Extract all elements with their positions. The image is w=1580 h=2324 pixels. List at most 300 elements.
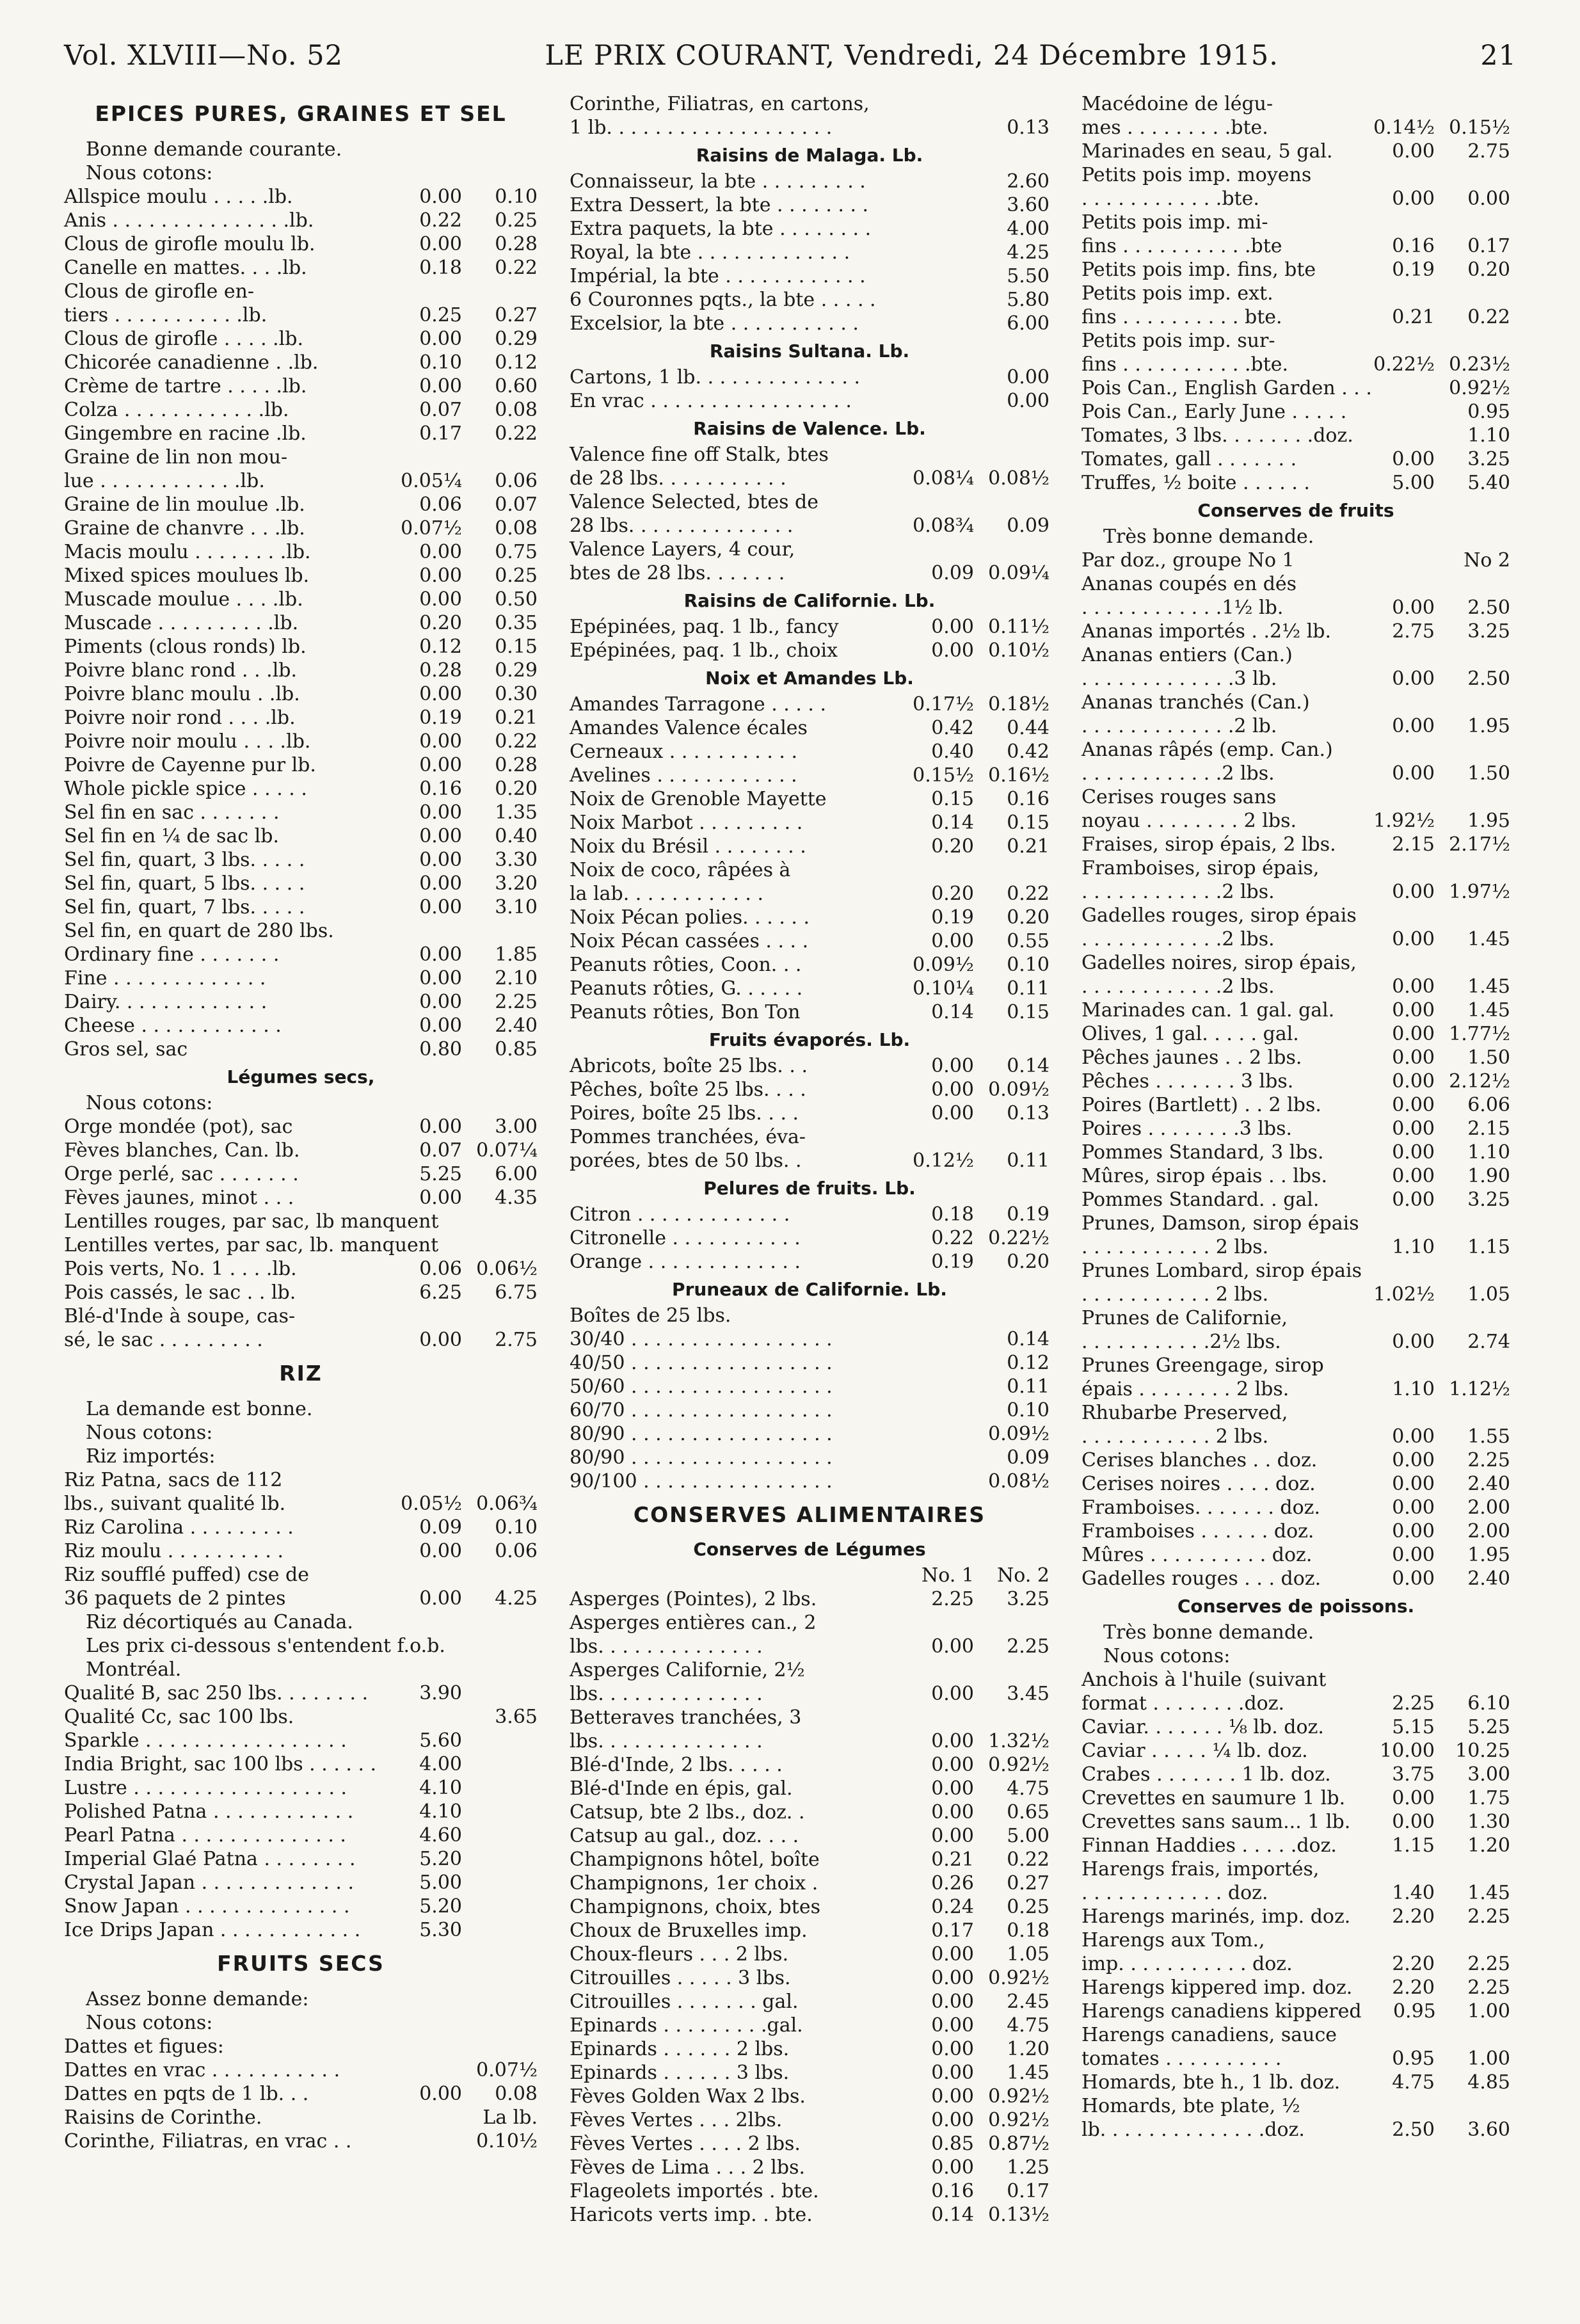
price-low: 0.00 [931,2014,974,2037]
price-high: 1.97½ [1449,881,1510,903]
price-row [570,2179,1049,2203]
price-high: 0.13 [1007,1102,1049,1125]
price-high: La lb. [483,2106,538,2129]
price-low: 0.00 [419,186,462,208]
price-high [1435,1857,1510,1881]
price-low: 0.00 [419,1014,462,1037]
item-label: lb. . . . . . . . . . . . . .doz. [1081,2119,1305,2141]
price-low: 0.80 [419,1038,462,1061]
item-label: . . . . . . . . . . . . .2 lb. [1081,715,1277,737]
price-high: 2.60 [1007,170,1049,193]
price-high: 0.18½ [988,693,1049,716]
item-label: Ananas importés . .2½ lb. [1081,620,1332,643]
price-high: 0.14 [1007,1328,1049,1350]
price-high: 0.92½ [988,1967,1049,1989]
item-label: Poivre blanc rond . . .lb. [64,659,298,682]
price-low [1359,1354,1435,1377]
price-row [64,1918,538,1942]
item-label: Harengs canadiens kippered [1081,2000,1362,2023]
item-label: Gingembre en racine .lb. [64,422,307,445]
price-columns [64,92,1580,2227]
price-high: 3.60 [1007,194,1049,216]
price-low: 0.00 [1392,762,1435,785]
item-label: Gros sel, sac [64,1038,188,1061]
item-label: Canelle en mattes. . . .lb. [64,257,307,279]
price-high: 10.25 [1455,1740,1510,1762]
price-row [1081,572,1510,596]
price-row [1081,2071,1510,2094]
item-label: Par doz., groupe No 1 [1081,549,1295,572]
item-label: Muscade . . . . . . . . . .lb. [64,612,299,634]
price-low: 0.09½ [913,954,974,976]
market-note: Très bonne demande. [1103,1621,1314,1644]
price-high: 2.12½ [1449,1070,1510,1093]
column-1 [64,92,563,2227]
price-high: 1.20 [1467,1834,1510,1857]
price-high: 1.77½ [1449,1023,1510,1045]
item-label: 60/70 . . . . . . . . . . . . . . . . . [570,1399,833,1422]
item-label: . . . . . . . . . . . 2 lbs. [1081,1236,1269,1258]
item-label: fins . . . . . . . . . . .bte. [1081,353,1289,376]
price-row [570,1587,1049,1611]
price-low: 0.00 [931,2062,974,2084]
price-low: 0.00 [931,1825,974,1847]
price-high: 3.45 [1007,1683,1049,1705]
item-label: Mixed spices moulues lb. [64,565,310,587]
price-low: 0.18 [419,257,462,279]
price-low: 4.00 [419,1753,462,1775]
item-label: fins . . . . . . . . . . bte. [1081,306,1282,328]
item-label: Asperges entières can., 2 [570,1612,817,1634]
price-row [64,1014,538,1038]
item-label: Prunes Lombard, sirop épais [1081,1260,1362,1282]
price-row [64,445,538,469]
price-low: 0.00 [419,1329,462,1351]
price-row [1081,1857,1510,1881]
item-label: Polished Patna . . . . . . . . . . . . [64,1800,354,1823]
item-label: Clous de girofle en- [64,280,255,303]
price-high: 3.25 [1467,1189,1510,1211]
price-high [462,1847,538,1871]
price-row [570,1729,1049,1753]
price-high: 0.13½ [988,2204,1049,2226]
price-low: 0.20 [931,883,974,905]
price-row [1081,762,1510,785]
price-high: 2.25 [1467,1953,1510,1975]
price-low [387,280,462,303]
market-note: Bonne demande courante. [86,138,342,161]
price-low [1359,92,1435,116]
item-label: lbs. . . . . . . . . . . . . . [570,1635,763,1658]
item-label: Petits pois imp. mi- [1081,211,1268,234]
price-low [898,1398,974,1422]
market-note: Très bonne demande. [1103,525,1314,548]
price-low: 4.10 [419,1777,462,1799]
item-label: Ananas râpés (emp. Can.) [1081,739,1333,761]
price-row [570,693,1049,716]
item-label: Fèves blanches, Can. lb. [64,1139,300,1162]
item-label: Prunes Greengage, sirop [1081,1354,1324,1377]
price-low: 2.25 [931,1588,974,1610]
price-row [1081,1881,1510,1905]
price-row [64,1847,538,1871]
price-row [64,777,538,801]
item-label: Sel fin en sac . . . . . . . [64,801,280,824]
price-row [570,615,1049,639]
price-row [570,1919,1049,1943]
item-label: Orge mondée (pot), sac [64,1116,293,1138]
item-label: Noix Marbot . . . . . . . . . [570,812,803,834]
price-high: 0.44 [1007,717,1049,739]
price-row [570,1226,1049,1250]
price-row [1081,1543,1510,1567]
price-row [570,92,1049,116]
price-high [1435,1401,1510,1425]
price-low: 0.00 [1392,668,1435,690]
item-label: Marinades can. 1 gal. gal. [1081,999,1335,1022]
price-high: 2.25 [495,991,538,1013]
price-row [1081,1786,1510,1810]
item-label: 28 lbs. . . . . . . . . . . . . . [570,515,794,537]
price-row [1081,1164,1510,1188]
price-high [974,1706,1049,1729]
price-row [1081,1952,1510,1976]
price-low: 0.00 [419,991,462,1013]
price-low: 0.21 [931,1848,974,1871]
price-row [64,1752,538,1776]
price-row [64,1729,538,1752]
item-label: Fine . . . . . . . . . . . . . [64,967,266,990]
price-high: 0.11 [1007,1150,1049,1172]
item-label: Rhubarbe Preserved, [1081,1402,1288,1424]
price-high: 0.21 [495,707,538,729]
price-high: 0.40 [495,825,538,847]
price-row [570,639,1049,662]
price-high: 0.14 [1007,1055,1049,1077]
price-high: 1.45 [1467,999,1510,1022]
price-row [64,682,538,706]
price-high: 2.25 [1007,1635,1049,1658]
price-row [570,1000,1049,1024]
price-low [387,2106,462,2129]
price-row [570,116,1049,140]
item-label: Noix Pécan cassées . . . . [570,930,809,952]
item-label: Muscade moulue . . . .lb. [64,588,303,611]
price-high: 6.10 [1467,1692,1510,1715]
price-high: 0.11 [1007,1375,1049,1398]
price-row [1081,140,1510,163]
price-row [1081,2023,1510,2047]
price-high: 0.25 [495,209,538,232]
price-high: 0.23½ [1449,353,1510,376]
price-row [1081,376,1510,400]
price-high: 0.95 [1467,401,1510,423]
price-high: 1.25 [1007,2156,1049,2179]
price-low: 0.12½ [913,1150,974,1172]
item-label: Pommes Standard. . gal. [1081,1189,1320,1211]
price-row [570,1990,1049,2014]
price-row [64,872,538,895]
price-low: 0.00 [931,1730,974,1752]
price-row [1081,116,1510,140]
price-low: 0.19 [931,906,974,929]
price-low: 10.00 [1380,1740,1435,1762]
item-label: Anchois à l'huile (suivant [1081,1669,1327,1691]
item-label: Pois cassés, le sac . . lb. [64,1281,296,1304]
subsection-heading: Conserves de fruits [1197,500,1394,521]
item-label: Champignons, choix, btes [570,1896,820,1918]
price-low [1359,856,1435,880]
price-low: 0.00 [1392,928,1435,950]
item-label: Noix Pécan polies. . . . . . [570,906,810,929]
price-low [1359,904,1435,927]
price-high: 0.15 [495,636,538,658]
price-high: 2.15 [1467,1118,1510,1140]
section-heading: EPICES PURES, GRAINES ET SEL [95,101,507,126]
price-row [570,217,1049,241]
price-low [898,92,974,116]
price-row [64,517,538,540]
price-low: 0.06 [419,493,462,516]
price-high: 0.12 [1007,1352,1049,1374]
item-label: Qualité Cc, sac 100 lbs. [64,1706,294,1728]
price-row [570,835,1049,858]
item-label: Fèves jaunes, minot . . . [64,1187,294,1209]
price-row [1081,92,1510,116]
item-label: Sel fin, quart, 3 lbs. . . . . [64,849,305,871]
price-low [1359,424,1435,447]
price-high: 0.15 [1007,1001,1049,1023]
price-low [898,1446,974,1470]
subsection-heading: Noix et Amandes Lb. [705,668,914,689]
item-label: India Bright, sac 100 lbs . . . . . . [64,1753,377,1775]
price-row [570,1250,1049,1274]
price-high: 0.09 [1007,515,1049,537]
price-low: 0.40 [931,741,974,763]
subsection-heading: Pruneaux de Californie. Lb. [672,1279,947,1300]
price-low: 0.00 [1392,1544,1435,1566]
price-low [387,1563,462,1587]
price-low: 2.75 [1392,620,1435,643]
price-high: 1.10 [1467,1141,1510,1164]
price-row [64,1539,538,1563]
price-row [1081,1739,1510,1763]
price-low: 5.30 [419,1919,462,1941]
price-row [570,1203,1049,1226]
price-low: 0.00 [931,2156,974,2179]
price-low [1359,282,1435,305]
price-row [64,730,538,753]
item-label: Excelsior, la bte . . . . . . . . . . . [570,312,859,335]
price-row [1081,1212,1510,1235]
price-high: 0.08 [495,2083,538,2105]
price-row [570,1777,1049,1800]
item-label: Riz soufflé puffed) cse de [64,1564,309,1586]
price-row [64,280,538,303]
price-low [898,217,974,241]
price-low: 0.00 [1392,1331,1435,1353]
price-low: 0.00 [931,1635,974,1658]
price-row [1081,1425,1510,1448]
price-row [570,193,1049,217]
price-row [64,469,538,493]
price-high [462,1895,538,1918]
price-low: 0.24 [931,1896,974,1918]
item-label: Abricots, boîte 25 lbs. . . [570,1055,808,1077]
price-row [570,1895,1049,1919]
price-low: 0.00 [419,754,462,776]
item-label: Peanuts rôties, G. . . . . . [570,977,803,1000]
item-label: Pois Can., Early June . . . . . [1081,401,1347,423]
price-row [570,858,1049,882]
price-high [462,1304,538,1328]
price-low: 0.00 [419,825,462,847]
item-label: Petits pois imp. sur- [1081,330,1275,352]
price-row [570,365,1049,389]
price-low: 0.00 [931,1943,974,1966]
price-row [570,170,1049,193]
price-row [570,1304,1049,1327]
price-low: 0.00 [1392,715,1435,737]
item-label: Valence Selected, btes de [570,491,819,513]
price-high: 2.74 [1467,1331,1510,1353]
price-row [1081,1448,1510,1472]
price-row [570,2132,1049,2156]
price-row [1081,785,1510,809]
price-row [64,1776,538,1800]
item-label: Crabes . . . . . . . 1 lb. doz. [1081,1763,1331,1786]
price-low: 0.00 [1392,1141,1435,1164]
item-label: Petits pois imp. fins, bte [1081,259,1316,281]
price-row [570,1635,1049,1658]
price-low: 0.08¼ [913,467,974,490]
price-high [974,1658,1049,1682]
price-high: 0.75 [495,541,538,563]
item-label: Boîtes de 25 lbs. [570,1304,731,1327]
price-low: 0.00 [419,943,462,966]
price-row [64,1681,538,1705]
price-high [1435,1354,1510,1377]
column-2 [563,92,1075,2227]
item-label: Crème de tartre . . . . .lb. [64,375,307,397]
price-row [1081,1810,1510,1834]
price-low: 0.25 [419,304,462,326]
item-label: Crevettes sans saum... 1 lb. [1081,1811,1351,1833]
price-high [1435,2094,1510,2118]
item-label: Riz Carolina . . . . . . . . . [64,1516,294,1539]
price-high [1435,1668,1510,1692]
price-high: 2.75 [1467,140,1510,163]
item-label: Harengs marinés, imp. doz. [1081,1905,1351,1928]
item-label: Cartons, 1 lb. . . . . . . . . . . . . . [570,366,860,389]
price-low: 0.26 [931,1872,974,1895]
price-low [898,241,974,264]
price-row [570,288,1049,312]
price-row [1081,1401,1510,1425]
item-label: tomates . . . . . . . . . . [1081,2048,1282,2070]
item-label: Truffes, ½ boite . . . . . . [1081,472,1310,494]
price-low [1359,400,1435,424]
price-low: 0.00 [1392,1046,1435,1069]
item-label: Impérial, la bte . . . . . . . . . . . . [570,265,866,287]
price-high: 1.35 [495,801,538,824]
price-row [570,1351,1049,1375]
price-high: 0.00 [1007,366,1049,389]
item-label: Whole pickle spice . . . . . [64,778,307,800]
price-high: 1.30 [1467,1811,1510,1833]
price-low [1359,1212,1435,1235]
price-high: 0.09½ [988,1078,1049,1101]
price-high: 3.25 [1007,1588,1049,1610]
item-label: Dairy. . . . . . . . . . . . . [64,991,267,1013]
price-low: 5.20 [419,1895,462,1918]
price-row [1081,447,1510,471]
price-low: 0.00 [419,1187,462,1209]
price-row [64,1115,538,1139]
price-row [1081,2118,1510,2142]
item-label: Amandes Valence écales [570,717,808,739]
price-high: 3.00 [495,1116,538,1138]
item-label: . . . . . . . . . . . .bte. [1081,188,1259,210]
item-label: 90/100 . . . . . . . . . . . . . . . . [570,1470,833,1493]
price-high: 1.05 [1007,1943,1049,1966]
price-low: 0.19 [419,707,462,729]
price-low [898,116,974,140]
subsection-heading: Raisins de Valence. Lb. [693,418,926,439]
price-high: 0.16½ [988,764,1049,787]
price-row [570,811,1049,835]
item-label: Avelines . . . . . . . . . . . . [570,764,797,787]
price-low: 0.00 [419,967,462,990]
item-label: Fraises, sirop épais, 2 lbs. [1081,833,1336,856]
subsection-heading: Conserves de poissons. [1177,1596,1415,1617]
price-high: 6.75 [495,1281,538,1304]
price-row [64,564,538,588]
price-row [1081,1905,1510,1928]
price-low: 0.00 [931,639,974,662]
price-low: 0.10 [419,351,462,374]
price-high: 0.17 [1467,235,1510,257]
price-high: 1.00 [1467,2000,1510,2023]
price-high: 0.06 [495,470,538,492]
price-row [1081,1668,1510,1692]
item-label: Harengs canadiens, sauce [1081,2024,1337,2046]
item-label: Poires . . . . . . . .3 lbs. [1081,1118,1293,1140]
price-low: 0.00 [931,1777,974,1800]
item-label: Poivre blanc moulu . .lb. [64,683,300,705]
price-row [64,943,538,966]
price-high: 0.20 [1007,1251,1049,1273]
price-row [1081,1070,1510,1093]
item-label: Sel fin en ¼ de sac lb. [64,825,279,847]
price-high [462,1871,538,1895]
price-low: 0.00 [931,2109,974,2131]
item-label: Catsup, bte 2 lbs., doz. . [570,1801,805,1823]
publication-title-date: LE PRIX COURANT, Vendredi, 24 Décembre 1915. [545,40,1279,72]
item-label: . . . . . . . . . . . .2 lbs. [1081,881,1275,903]
price-high: 0.08½ [988,1470,1049,1493]
item-label: Cerneaux . . . . . . . . . . . [570,741,798,763]
price-row [1081,471,1510,495]
subsection-heading: Raisins de Malaga. Lb. [696,145,923,166]
price-row [64,1871,538,1895]
price-row [570,2085,1049,2108]
price-high [1435,92,1510,116]
item-label: Tomates, gall . . . . . . . [1081,448,1297,470]
price-low: 5.25 [419,1163,462,1185]
price-row [64,1823,538,1847]
item-label: 50/60 . . . . . . . . . . . . . . . . . [570,1375,833,1398]
